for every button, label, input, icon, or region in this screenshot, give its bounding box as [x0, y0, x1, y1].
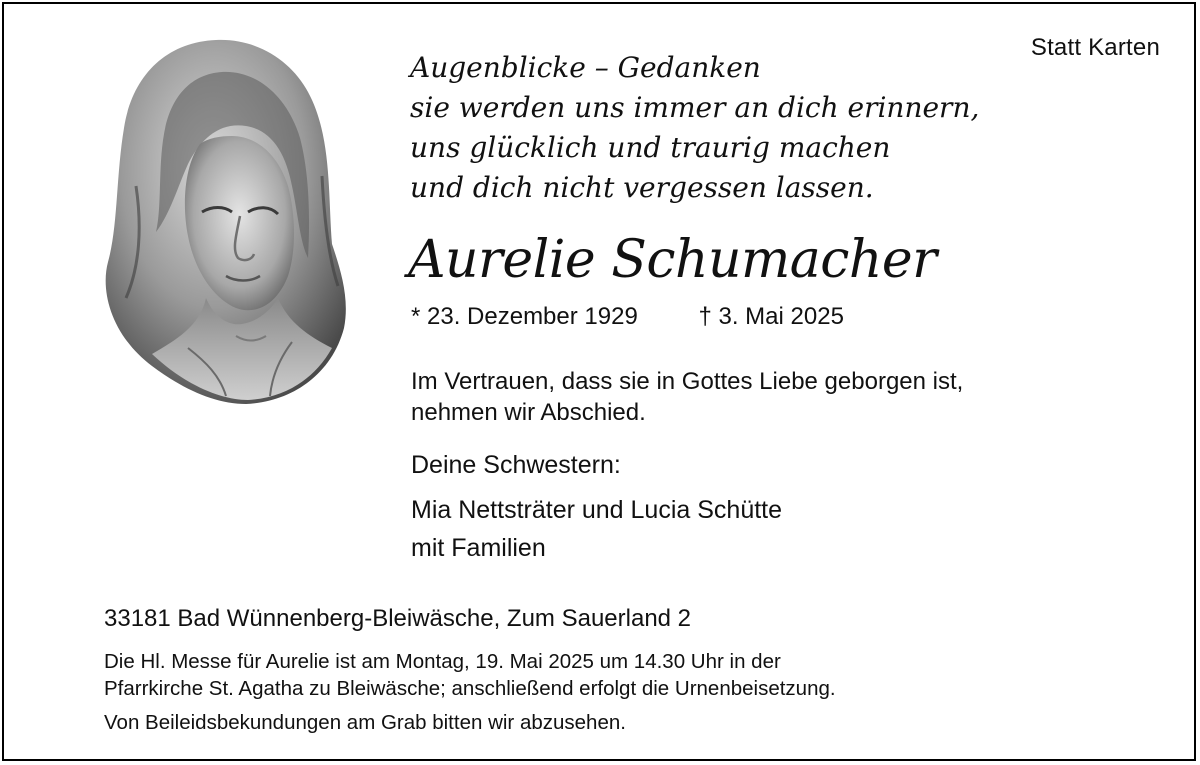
condolence-note: Von Beileidsbekundungen am Grab bitten wir abzusehen.: [104, 711, 626, 734]
mourners-families: mit Familien: [411, 534, 546, 562]
mass-line: Die Hl. Messe für Aurelie ist am Montag, 19. Mai 2025 um 14.30 Uhr in der: [104, 650, 781, 673]
death-date: † 3. Mai 2025: [698, 303, 844, 330]
mourners-block: [411, 449, 782, 567]
mass-line: Pfarrkirche St. Agatha zu Bleiwäsche; anschließend erfolgt die Urnenbeisetzung.: [104, 677, 836, 700]
poem-line: uns glücklich und traurig machen: [410, 131, 891, 164]
message-line: nehmen wir Abschied.: [411, 399, 646, 426]
madonna-portrait-image: [96, 36, 350, 408]
message-line: Im Vertrauen, dass sie in Gottes Liebe geborgen ist,: [411, 368, 964, 395]
life-dates: [411, 302, 844, 332]
birth-date: * 23. Dezember 1929: [411, 303, 638, 330]
statt-karten-label: Statt Karten: [1030, 34, 1160, 61]
poem-line: sie werden uns immer an dich erinnern,: [410, 91, 980, 124]
mourners-intro: Deine Schwestern:: [411, 451, 621, 479]
farewell-message: [411, 366, 963, 428]
mass-info: [104, 648, 836, 702]
poem-line: und dich nicht vergessen lassen.: [410, 171, 874, 204]
deceased-name: Aurelie Schumacher: [408, 230, 937, 290]
poem-verse: [410, 48, 979, 208]
mourners-names: Mia Nettsträter und Lucia Schütte: [411, 496, 783, 524]
address-line: 33181 Bad Wünnenberg-Bleiwäsche, Zum Sauerland 2: [104, 605, 692, 632]
poem-line: Augenblicke – Gedanken: [410, 51, 761, 84]
